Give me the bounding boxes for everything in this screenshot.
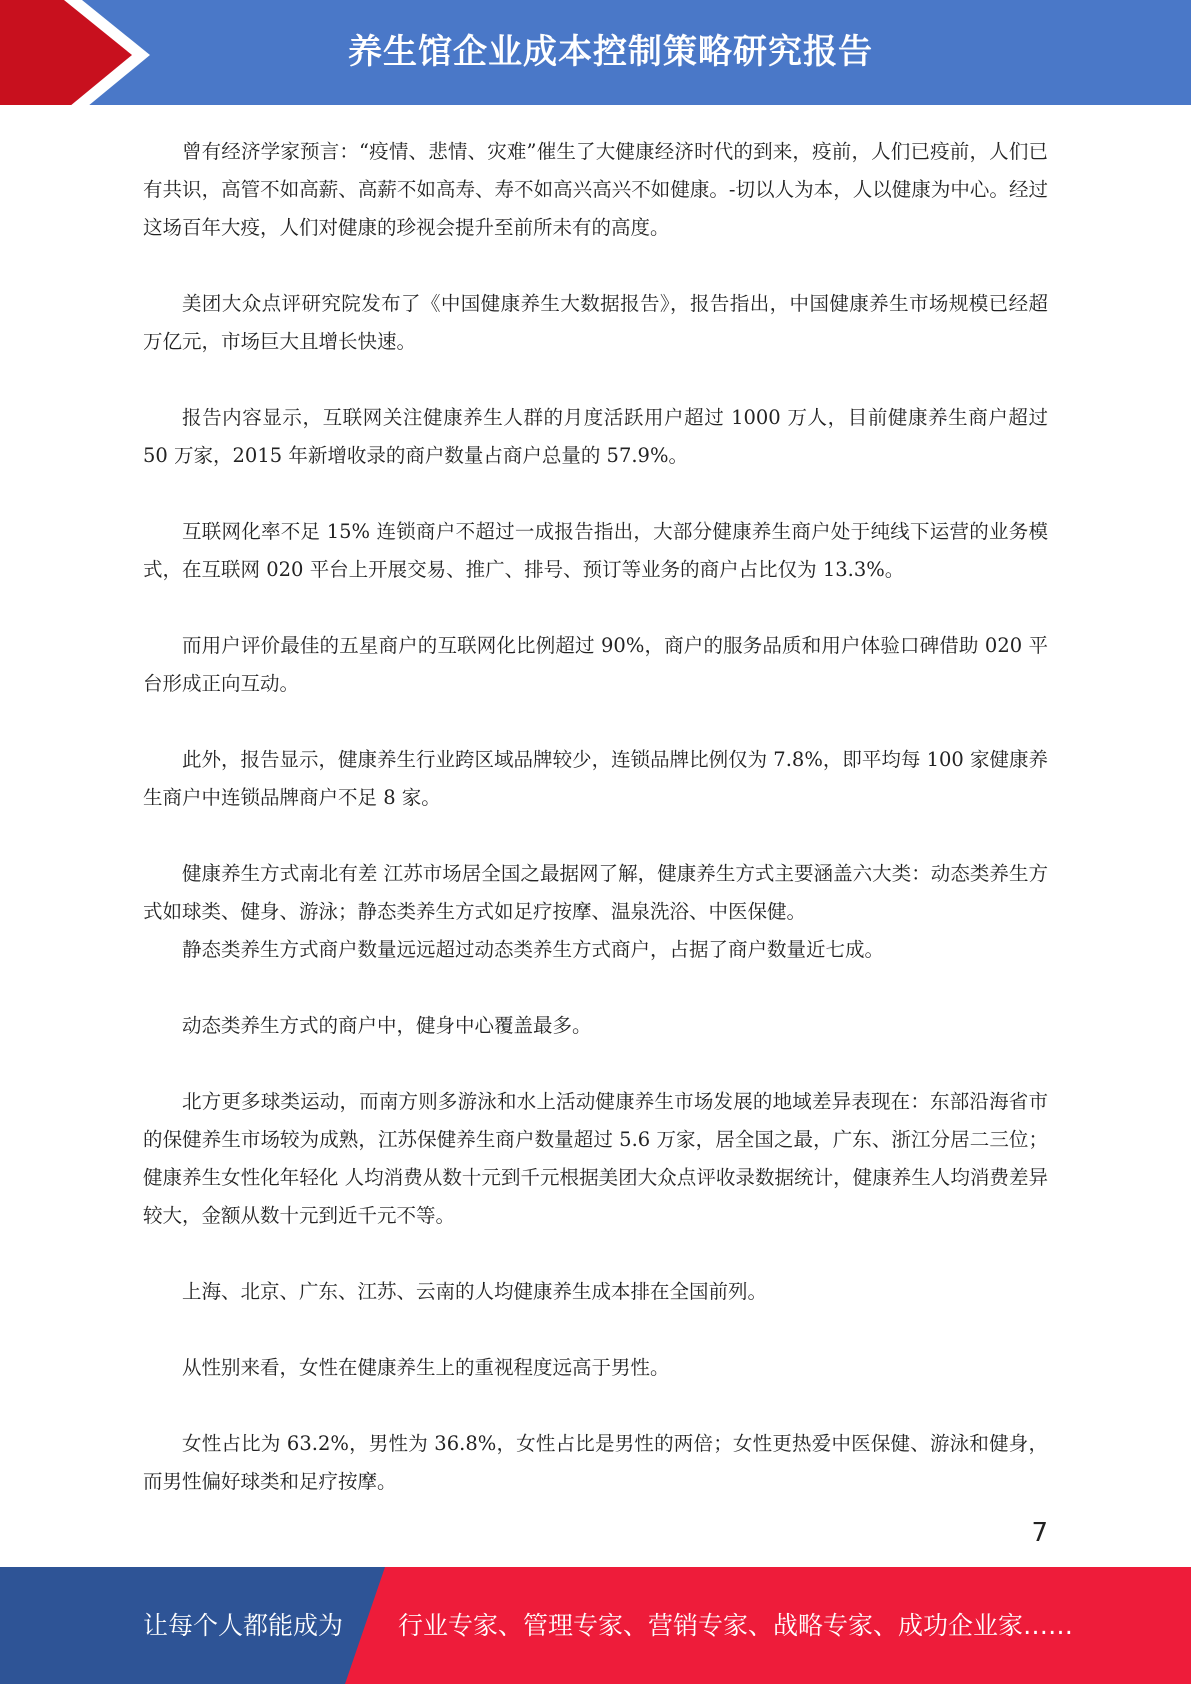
paragraph: 此外，报告显示，健康养生行业跨区域品牌较少，连锁品牌比例仅为 7.8%，即平均每 100 家健康养生商户中连锁品牌商户不足 8 家。 xyxy=(143,748,1048,809)
report-title: 养生馆企业成本控制策略研究报告 xyxy=(348,32,873,72)
paragraph: 美团大众点评研究院发布了《中国健康养生大数据报告》，报告指出，中国健康养生市场规模已经超万亿元，市场巨大且增长快速。 xyxy=(143,292,1048,353)
paragraph: 静态类养生方式商户数量远远超过动态类养生方式商户，占据了商户数量近七成。 xyxy=(182,938,885,961)
paragraph: 动态类养生方式的商户中，健身中心覆盖最多。 xyxy=(182,1014,592,1037)
footer-slogan-left: 让每个人都能成为 xyxy=(143,1611,344,1640)
paragraph: 而用户评价最佳的五星商户的互联网化比例超过 90%，商户的服务品质和用户体验口碑借助 020 平台形成正向互动。 xyxy=(143,634,1048,695)
page-number: 7 xyxy=(1031,1518,1048,1548)
paragraph: 上海、北京、广东、江苏、云南的人均健康养生成本排在全国前列。 xyxy=(182,1280,768,1303)
paragraph: 从性别来看，女性在健康养生上的重视程度远高于男性。 xyxy=(182,1356,670,1379)
paragraph: 互联网化率不足 15% 连锁商户不超过一成报告指出，大部分健康养生商户处于纯线下运营的业务模式，在互联网 020 平台上开展交易、推广、排号、预订等业务的商户占比仅为 13.3%。 xyxy=(143,520,1048,581)
body-text xyxy=(143,133,1048,1501)
paragraph: 女性占比为 63.2%，男性为 36.8%，女性占比是男性的两倍；女性更热爱中医保健、游泳和健身，而男性偏好球类和足疗按摩。 xyxy=(143,1432,1048,1493)
footer-slogan-right: 行业专家、管理专家、营销专家、战略专家、成功企业家…… xyxy=(398,1611,1074,1640)
paragraph: 北方更多球类运动，而南方则多游泳和水上活动健康养生市场发展的地域差异表现在：东部沿海省市的保健养生市场较为成熟，江苏保健养生商户数量超过 5.6 万家，居全国之最，广东、浙江分居二三位；健康养生女性化年轻化 人均消费从数十元到千元根据美团大众点评收录数据统计，健康养生人均消费差异较大，金额从数十元到近千元不等。 xyxy=(143,1090,1048,1227)
paragraph: 健康养生方式南北有差 江苏市场居全国之最据网了解，健康养生方式主要涵盖六大类：动态类养生方式如球类、健身、游泳；静态类养生方式如足疗按摩、温泉洗浴、中医保健。 xyxy=(143,862,1048,923)
page-footer xyxy=(0,1567,1191,1684)
paragraph: 报告内容显示，互联网关注健康养生人群的月度活跃用户超过 1000 万人，目前健康养生商户超过 50 万家，2015 年新增收录的商户数量占商户总量的 57.9%。 xyxy=(143,406,1048,467)
paragraph: 曾有经济学家预言：“疫情、悲情、灾难”催生了大健康经济时代的到来，疫前，人们已疫前，人们已有共识，高管不如高薪、高薪不如高寿、寿不如高兴高兴不如健康。-切以人为本，人以健康为中心。经过这场百年大疫，人们对健康的珍视会提升至前所未有的高度。 xyxy=(143,140,1048,239)
page-header xyxy=(0,0,1191,111)
